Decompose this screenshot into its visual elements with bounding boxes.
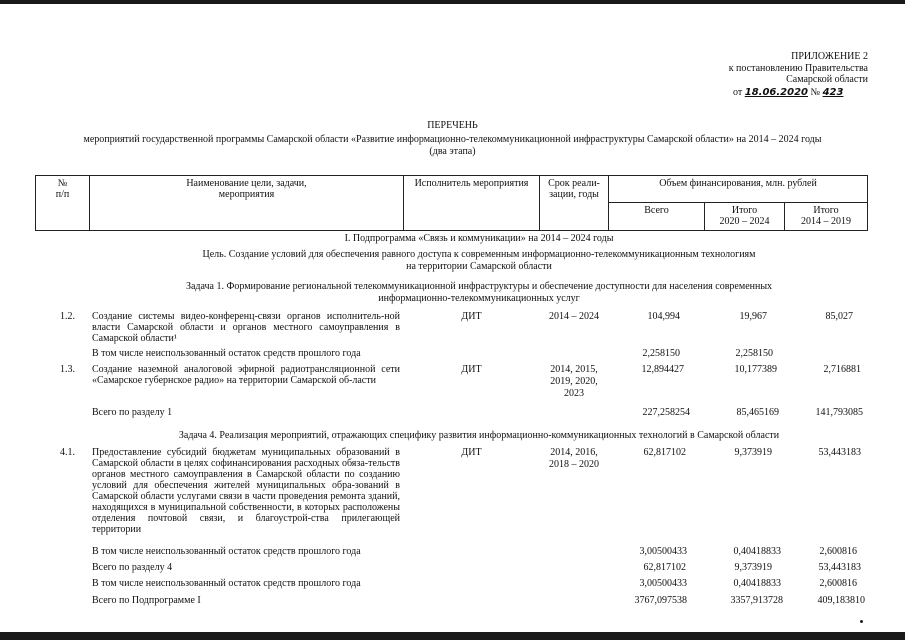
- section-sum-itogo2: 53,443183: [818, 562, 861, 573]
- date-prefix: от: [733, 87, 743, 98]
- table-border-right: [867, 175, 868, 231]
- row-number: 1.2.: [60, 311, 75, 322]
- section-sum-label: Всего по разделу 4: [92, 562, 173, 573]
- task1-heading: Задача 1. Формирование региональной телекоммуникационной инфраструктуры и обеспечение доступности для населения современных: [185, 281, 773, 292]
- row-name: В том числе неиспользованный остаток средств прошлого года: [92, 348, 361, 359]
- table-header-top-line: [35, 175, 868, 176]
- header-total: Всего: [644, 205, 669, 216]
- row-total: 3,00500433: [639, 546, 687, 557]
- appendix-date-line: [733, 87, 863, 98]
- header-itogo1-years: 2020 – 2024: [719, 216, 770, 227]
- scan-border-top: [0, 0, 905, 4]
- document-title: ПЕРЕЧЕНЬ: [427, 120, 478, 131]
- row-term: 2019, 2020,: [550, 376, 598, 387]
- financing-subheader-line: [608, 202, 868, 203]
- appendix-title: ПРИЛОЖЕНИЕ 2: [791, 51, 868, 62]
- subprogram-sum-label: Всего по Подпрограмме I: [92, 595, 201, 606]
- task1-heading-2: информационно-телекоммуникационных услуг: [378, 293, 580, 304]
- row-executor: ДИТ: [461, 311, 482, 322]
- appendix-line1: к постановлению Правительства: [728, 63, 868, 74]
- number-prefix: №: [810, 87, 821, 98]
- scan-border-bottom: [0, 632, 905, 640]
- row-name: Создание наземной аналоговой эфирной радиотрансляционной сети «Самарское губернское радио» на территории Самарской об-ласти: [92, 364, 400, 386]
- header-name: Наименование цели, задачи,: [186, 178, 307, 189]
- header-term: Срок реали-: [548, 178, 600, 189]
- row-total: 104,994: [647, 311, 680, 322]
- section-sum-itogo2: 141,793085: [815, 407, 863, 418]
- goal-heading: Цель. Создание условий для обеспечения равного доступа к современным информационно-телекоммуникационным технологиям: [202, 249, 756, 260]
- header-executor: Исполнитель мероприятия: [414, 178, 529, 189]
- row-executor: ДИТ: [461, 447, 482, 458]
- row-term: 2014 – 2024: [549, 311, 599, 322]
- row-itogo1: 19,967: [739, 311, 767, 322]
- document-subtitle-stages: (два этапа): [429, 146, 476, 157]
- table-header-bottom-line: [35, 230, 868, 231]
- subprogram-heading: I. Подпрограмма «Связь и коммуникации» на 2014 – 2024 годы: [344, 233, 614, 244]
- row-number: 4.1.: [60, 447, 75, 458]
- row-itogo1: 9,373919: [734, 447, 772, 458]
- row-term: 2014, 2015,: [550, 364, 598, 375]
- row-name: Предоставление субсидий бюджетам муниципальных образований в Самарской области в целях софинансирования расходных обяза-тельств органов местного самоуправления в Самарской области по созданию условий для обеспечения жителей муниципальных обра-зований в Самарской области услугами связи в части проведения ремонта зданий, находящихся в муниципальной собственности, в которых расположены отделения почтовой связи, и благоустрой-ства прилегающей территории: [92, 447, 400, 535]
- row-total: 62,817102: [643, 447, 686, 458]
- row-itogo1: 10,177389: [734, 364, 777, 375]
- row-total: 3,00500433: [639, 578, 687, 589]
- handwritten-number: 423: [822, 87, 844, 98]
- subprogram-sum-itogo1: 3357,913728: [730, 595, 783, 606]
- task4-heading: Задача 4. Реализация мероприятий, отражающих специфику развития информационно-коммуникационных технологий в Самарской области: [178, 430, 780, 441]
- section-sum-total: 227,258254: [642, 407, 690, 418]
- header-term-2: зации, годы: [549, 189, 599, 200]
- row-itogo1: 2,258150: [735, 348, 773, 359]
- document-subtitle: мероприятий государственной программы Самарской области «Развитие информационно-телекоммуникационной инфраструктуры Самарской области» на 2014 – 2024 годы: [83, 134, 822, 145]
- subprogram-sum-total: 3767,097538: [634, 595, 687, 606]
- appendix-line2: Самарской области: [786, 74, 868, 85]
- subprogram-sum-itogo2: 409,183810: [817, 595, 865, 606]
- row-total: 12,894427: [641, 364, 684, 375]
- header-itogo2: Итого: [813, 205, 839, 216]
- row-itogo2: 2,600816: [819, 578, 857, 589]
- header-itogo1: Итого: [731, 205, 758, 216]
- row-total: 2,258150: [642, 348, 680, 359]
- section-sum-itogo1: 85,465169: [736, 407, 779, 418]
- row-itogo2: 53,443183: [818, 447, 861, 458]
- row-itogo2: 2,716881: [823, 364, 861, 375]
- row-name: В том числе неиспользованный остаток средств прошлого года: [92, 546, 361, 557]
- row-itogo1: 0,40418833: [733, 578, 781, 589]
- header-name-2: мероприятия: [218, 189, 275, 200]
- scan-speck: [860, 620, 863, 623]
- row-number: 1.3.: [60, 364, 75, 375]
- row-itogo1: 0,40418833: [733, 546, 781, 557]
- header-num: №: [57, 178, 68, 189]
- goal-heading-2: на территории Самарской области: [406, 261, 552, 272]
- row-term: 2018 – 2020: [549, 459, 599, 470]
- row-name: Создание системы видео-конференц-связи органов исполнитель-ной власти Самарской области и органов местного самоуправления в Самарской области¹: [92, 311, 400, 344]
- header-num-2: п/п: [55, 189, 70, 200]
- header-financing: Объем финансирования, млн. рублей: [659, 178, 817, 189]
- row-name: В том числе неиспользованный остаток средств прошлого года: [92, 578, 361, 589]
- handwritten-date: 18.06.2020: [744, 87, 809, 98]
- section-sum-total: 62,817102: [643, 562, 686, 573]
- row-term: 2023: [564, 388, 584, 399]
- row-itogo2: 2,600816: [819, 546, 857, 557]
- header-itogo2-years: 2014 – 2019: [801, 216, 851, 227]
- section-sum-label: Всего по разделу 1: [92, 407, 173, 418]
- row-term: 2014, 2016,: [550, 447, 598, 458]
- row-itogo2: 85,027: [825, 311, 853, 322]
- section-sum-itogo1: 9,373919: [734, 562, 772, 573]
- row-executor: ДИТ: [461, 364, 482, 375]
